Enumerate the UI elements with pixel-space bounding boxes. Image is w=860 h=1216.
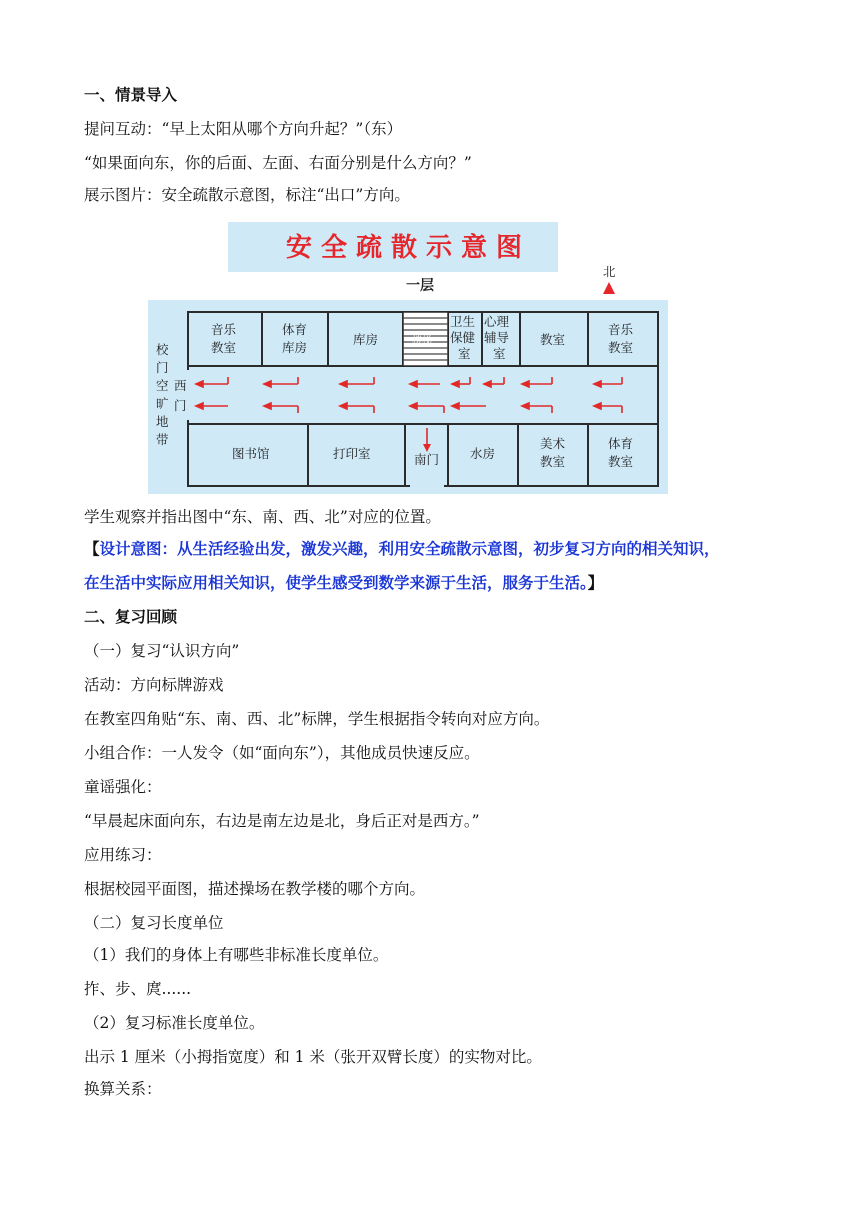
room-label: 教室 (608, 340, 634, 355)
room-label: 音乐 (211, 322, 237, 337)
room-label: 体育 (608, 436, 634, 451)
design-intent (84, 538, 720, 560)
bracket-open: 【 (84, 539, 100, 558)
side-label: 带 (156, 432, 169, 447)
map-title: 安全疏散示意图 (286, 233, 532, 263)
paragraph: 在教室四角贴“东、南、西、北”标牌，学生根据指令转向对应方向。 (84, 710, 550, 728)
paragraph: 展示图片：安全疏散示意图，标注“出口”方向。 (84, 186, 410, 204)
side-label: 校 (156, 342, 169, 357)
room-label: 打印室 (333, 446, 371, 461)
section-1-title: 一、情景导入 (84, 86, 178, 104)
room-label: 教室 (608, 454, 634, 469)
design-intent-line-2: 在生活中实际应用相关知识，使学生感受到数学来源于生活，服务于生活。 (84, 573, 588, 592)
paragraph: （二）复习长度单位 (84, 914, 224, 932)
side-label: 旷 (156, 396, 169, 411)
west-gate-label: 门 (174, 398, 187, 413)
paragraph: 根据校园平面图，描述操场在教学楼的哪个方向。 (84, 880, 426, 898)
room-label: 室 (458, 346, 471, 361)
paragraph: 提问互动：“早上太阳从哪个方向升起？”（东） (84, 120, 403, 138)
section-2-title: 二、复习回顾 (84, 608, 178, 626)
paragraph: （2）复习标准长度单位。 (84, 1014, 265, 1032)
south-gate-label: 南门 (414, 452, 440, 467)
side-label: 地 (156, 414, 169, 429)
bracket-close: 】 (587, 573, 604, 592)
room-label: 心理 (484, 314, 510, 329)
room-label: 库房 (282, 340, 308, 355)
paragraph: （一）复习“认识方向” (84, 642, 240, 660)
floor-label: 一层 (406, 278, 434, 294)
paragraph: 应用练习： (84, 846, 162, 864)
room-label: 库房 (353, 332, 379, 347)
paragraph: “如果面向东，你的后面、左面、右面分别是什么方向？” (84, 154, 472, 172)
room-label: 辅导 (484, 330, 510, 345)
paragraph: 童谣强化： (84, 778, 162, 796)
paragraph: （1）我们的身体上有哪些非标准长度单位。 (84, 946, 389, 964)
room-label: 体育 (282, 322, 308, 337)
paragraph: 小组合作：一人发令（如“面向东”），其他成员快速反应。 (84, 744, 480, 762)
room-label: 图书馆 (232, 446, 270, 461)
paragraph: 学生观察并指出图中“东、南、西、北”对应的位置。 (84, 508, 441, 526)
side-label: 门 (156, 360, 169, 375)
room-label: 水房 (470, 446, 496, 461)
north-label: 北 (603, 264, 616, 279)
room-label: 卫生 (450, 314, 476, 329)
west-gate-label: 西 (174, 378, 187, 393)
side-label: 空 (156, 378, 169, 393)
room-label: 美术 (540, 436, 566, 451)
room-label: 教室 (540, 454, 566, 469)
room-label: 教室 (540, 332, 566, 347)
paragraph: 换算关系： (84, 1080, 162, 1098)
stairs-label: 楼梯 (412, 336, 432, 347)
room-label: 音乐 (608, 322, 634, 337)
paragraph: “早晨起床面向东，右边是南左边是北，身后正对是西方。” (84, 812, 480, 830)
room-label: 教室 (211, 340, 237, 355)
paragraph: 出示 1 厘米（小拇指宽度）和 1 米（张开双臂长度）的实物对比。 (84, 1048, 542, 1066)
room-label: 室 (493, 346, 506, 361)
design-intent-line-1: 设计意图：从生活经验出发，激发兴趣，利用安全疏散示意图，初步复习方向的相关知识， (99, 539, 720, 558)
paragraph: 拃、步、庹...... (84, 980, 192, 998)
evacuation-map-figure (148, 214, 668, 494)
design-intent-cont (84, 572, 603, 594)
paragraph: 活动：方向标牌游戏 (84, 676, 224, 694)
room-label: 保健 (450, 330, 476, 345)
